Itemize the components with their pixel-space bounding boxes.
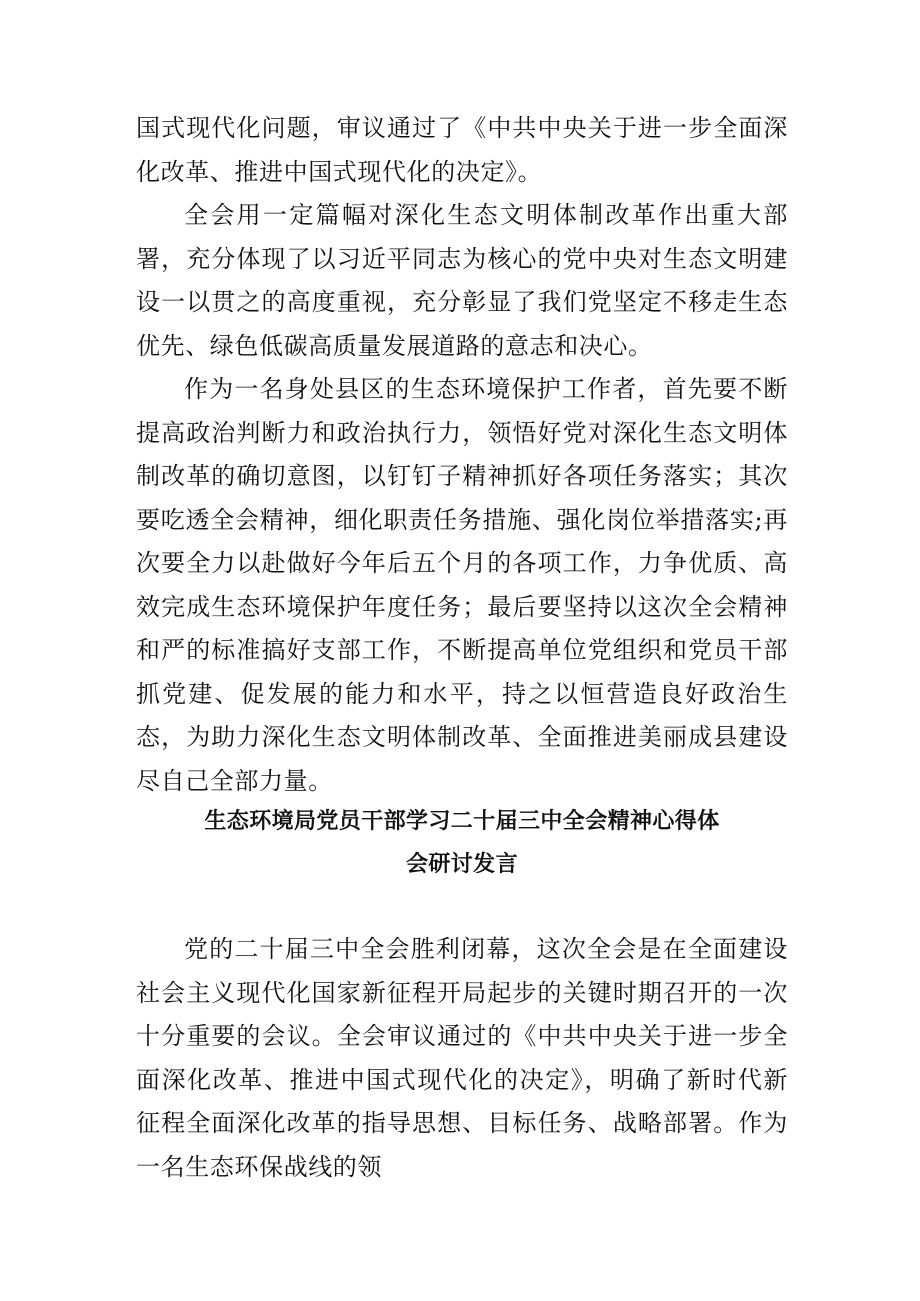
paragraph: 全会用一定篇幅对深化生态文明体制改革作出重大部署，充分体现了以习近平同志为核心的党中央对生态文明建设一以贯之的高度重视，充分彰显了我们党坚定不移走生态优先、绿色低碳高质量发展道路的意志和决心。 (136, 201, 788, 360)
paragraph: 作为一名身处县区的生态环境保护工作者，首先要不断提高政治判断力和政治执行力，领悟好党对深化生态文明体制改革的确切意图，以钉钉子精神抓好各项任务落实；其次要吃透全会精神，细化职责任务措施、强化岗位举措落实;再次要全力以赴做好今年后五个月的各项工作，力争优质、高效完成生态环境保护年度任务；最后要坚持以这次全会精神和严的标准搞好支部工作，不断提高单位党组织和党员干部抓党建、促发展的能力和水平，持之以恒营造良好政治生态，为助力深化生态文明体制改革、全面推进美丽成县建设尽自己全部力量。 (136, 375, 788, 795)
paragraph-continued: 国式现代化问题，审议通过了《中共中央关于进一步全面深化改革、推进中国式现代化的决定》。 (136, 114, 788, 186)
paragraph: 党的二十届三中全会胜利闭幕，这次全会是在全面建设社会主义现代化国家新征程开局起步的关键时期召开的一次十分重要的会议。全会审议通过的《中共中央关于进一步全面深化改革、推进中国式现代化的决定》，明确了新时代新征程全面深化改革的指导思想、目标任务、战略部署。作为一名生态环保战线的领 (136, 935, 788, 1181)
article-title-line-2: 会研讨发言 (405, 852, 518, 877)
previous-article-continuation (136, 107, 788, 803)
article-body (136, 928, 788, 1189)
article-title-line-1: 生态环境局党员干部学习二十届三中全会精神心得体 (204, 809, 720, 834)
